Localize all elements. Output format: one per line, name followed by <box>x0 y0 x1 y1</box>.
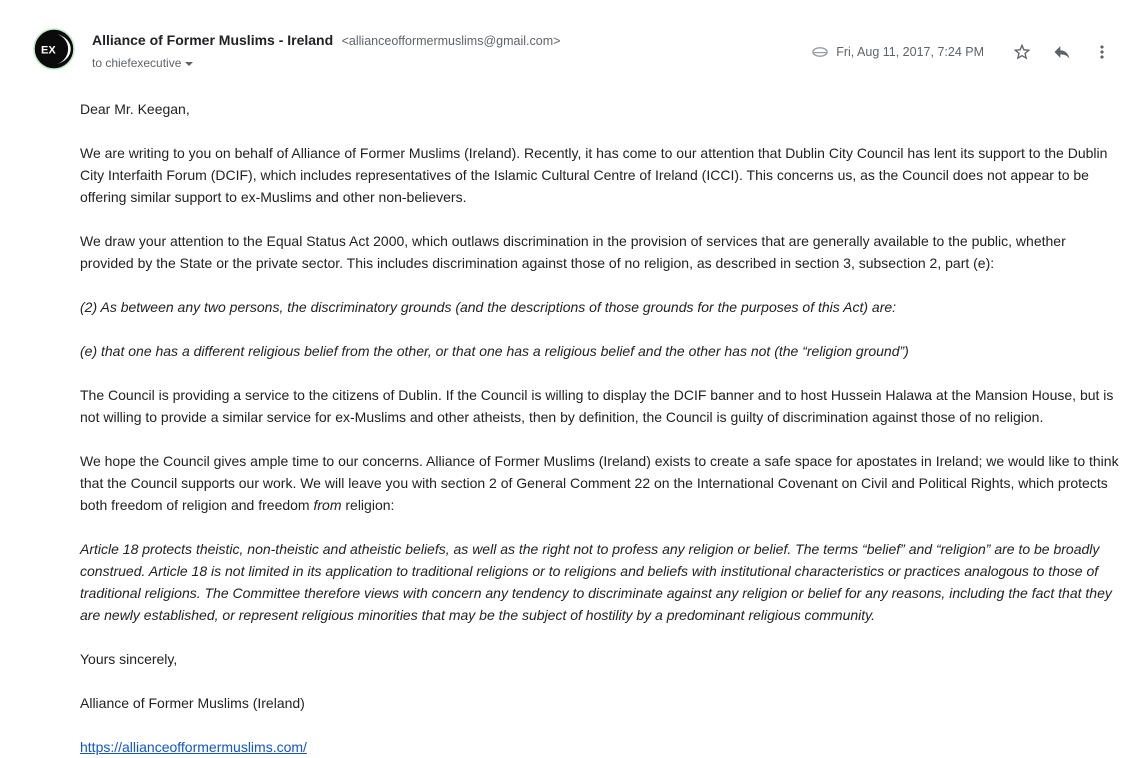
paragraph-4-post: religion: <box>341 497 395 513</box>
star-button[interactable] <box>1002 36 1042 68</box>
greeting: Dear Mr. Keegan, <box>80 101 190 117</box>
paragraph-4 <box>80 450 1120 516</box>
sender-avatar[interactable] <box>33 28 75 70</box>
star-icon <box>1012 42 1032 62</box>
quote-paragraph-1: (2) As between any two persons, the discriminatory grounds (and the descriptions of those grounds for the purposes of this Act) are: <box>80 299 897 315</box>
paragraph-1: We are writing to you on behalf of Alliance of Former Muslims (Ireland). Recently, it has come to our attention that Dublin City Council has lent its support to the Dublin City Interfaith Forum (DCIF), which includes representatives of the Islamic Cultural Centre of Ireland (ICCI). This concerns us, as the Council does not appear to be offering similar support to ex-Muslims and other non-believers. <box>80 145 1108 205</box>
sender-name: Alliance of Former Muslims - Ireland <box>92 32 334 48</box>
recipient-dropdown[interactable] <box>92 56 193 70</box>
sender-line <box>92 32 812 50</box>
more-vert-icon <box>1092 42 1112 62</box>
email-body <box>0 72 1140 758</box>
paragraph-2: We draw your attention to the Equal Status Act 2000, which outlaws discrimination in the provision of services that are generally available to the public, whether provided by the State or the private sector. This includes discrimination against those of no religion, as described in section 3, subsection 2, part (e): <box>80 233 1066 271</box>
paragraph-4-italic-word: from <box>313 497 342 513</box>
reply-icon <box>1052 42 1072 62</box>
sender-email: <allianceofformermuslims@gmail.com> <box>341 34 561 48</box>
svg-text:EX: EX <box>41 44 56 57</box>
closing: Yours sincerely, <box>80 651 178 667</box>
reply-button[interactable] <box>1042 36 1082 68</box>
chevron-down-icon <box>185 62 193 66</box>
message-date: Fri, Aug 11, 2017, 7:24 PM <box>836 45 984 59</box>
header-actions <box>812 28 1122 68</box>
eye-icon <box>812 44 828 60</box>
recipient-label: to chiefexecutive <box>92 56 182 70</box>
paragraph-3: The Council is providing a service to the citizens of Dublin. If the Council is willing to display the DCIF banner and to host Hussein Halawa at the Mansion House, but is not willing to provide a similar service for ex-Muslims and other atheists, then by definition, the Council is guilty of discrimination against those of no religion. <box>80 387 1114 425</box>
quote-paragraph-2: (e) that one has a different religious belief from the other, or that one has a religious belief and the other has not (the “religion ground”) <box>80 343 909 359</box>
quote-paragraph-3: Article 18 protects theistic, non-theistic and atheistic beliefs, as well as the right not to profess any religion or belief. The terms “belief” and “religion” are to be broadly construed. Article 18 is not limited in its application to traditional religions or to religions and beliefs with institutional characteristics or practices analogous to those of traditional religions. The Committee therefore views with concern any tendency to discriminate against any religion or belief for any reasons, including the fact that they are newly established, or represent religious minorities that may be the subject of hostility by a predominant religious community. <box>80 541 1112 623</box>
avatar-ex-crescent-logo <box>33 28 75 70</box>
signature-link-row <box>80 736 1120 758</box>
sender-block <box>92 28 812 72</box>
more-options-button[interactable] <box>1082 36 1122 68</box>
signature-link[interactable]: https://allianceofformermuslims.com/ <box>80 739 307 755</box>
paragraph-4-pre: We hope the Council gives ample time to our concerns. Alliance of Former Muslims (Ireland) exists to create a safe space for apostates in Ireland; we would like to think that the Council supports our work. We will leave you with section 2 of General Comment 22 on the International Covenant on Civil and Political Rights, which protects both freedom of religion and freedom <box>80 453 1119 513</box>
email-header <box>0 0 1140 72</box>
signature: Alliance of Former Muslims (Ireland) <box>80 695 305 711</box>
